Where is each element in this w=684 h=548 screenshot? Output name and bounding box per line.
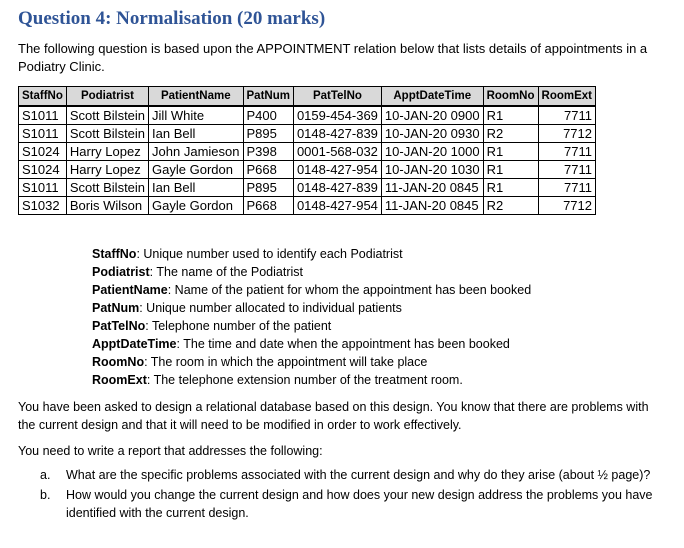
table-cell: 10-JAN-20 0900 [381, 106, 483, 125]
table-cell: Harry Lopez [66, 161, 148, 179]
column-header: PatientName [149, 87, 243, 107]
definition-term: StaffNo [92, 247, 137, 261]
table-cell: P895 [243, 179, 293, 197]
table-cell: S1011 [19, 179, 67, 197]
column-header: PatTelNo [293, 87, 381, 107]
definition-line [92, 317, 662, 335]
table-cell: Jill White [149, 106, 243, 125]
paragraph-design: You have been asked to design a relational database based on this design. You know that there are problems with the current design and that it will need to be modified in order to work effectively. [18, 400, 649, 432]
definition-line [92, 299, 662, 317]
table-cell: Ian Bell [149, 179, 243, 197]
table-row [19, 179, 596, 197]
intro-text: The following question is based upon the APPOINTMENT relation below that lists details of appointments in a Podiatry Clinic. [18, 41, 648, 74]
appointment-table [18, 86, 596, 215]
definition-desc: : The telephone extension number of the treatment room. [146, 373, 463, 387]
table-cell: 11-JAN-20 0845 [381, 197, 483, 215]
table-cell: Ian Bell [149, 125, 243, 143]
table-cell: 0148-427-839 [293, 179, 381, 197]
table-cell: P400 [243, 106, 293, 125]
definition-term: PatTelNo [92, 319, 146, 333]
task-item [18, 486, 658, 522]
task-text: What are the specific problems associated with the current design and why do they arise (about ½ page)? [66, 468, 651, 482]
table-cell: 7711 [538, 179, 595, 197]
table-cell: S1024 [19, 161, 67, 179]
table-row [19, 125, 596, 143]
table-cell: R1 [483, 143, 538, 161]
definition-term: ApptDateTime [92, 337, 177, 351]
definition-desc: : The name of the Podiatrist [149, 265, 303, 279]
table-cell: 0159-454-369 [293, 106, 381, 125]
table-cell: P668 [243, 197, 293, 215]
definition-line [92, 371, 662, 389]
column-header: ApptDateTime [381, 87, 483, 107]
column-header: PatNum [243, 87, 293, 107]
definition-desc: : Telephone number of the patient [145, 319, 332, 333]
table-cell: Gayle Gordon [149, 197, 243, 215]
definition-desc: : The time and date when the appointment has been booked [176, 337, 510, 351]
table-cell: S1011 [19, 106, 67, 125]
table-cell: S1024 [19, 143, 67, 161]
table-cell: R2 [483, 125, 538, 143]
definition-term: Podiatrist [92, 265, 150, 279]
task-marker: a. [40, 468, 51, 482]
definition-term: PatNum [92, 301, 140, 315]
table-cell: R1 [483, 161, 538, 179]
task-marker: b. [40, 488, 51, 502]
definition-desc: : Name of the patient for whom the appointment has been booked [167, 283, 532, 297]
column-header: RoomExt [538, 87, 595, 107]
table-cell: P895 [243, 125, 293, 143]
table-cell: 0148-427-954 [293, 161, 381, 179]
table-cell: R1 [483, 106, 538, 125]
table-cell: Gayle Gordon [149, 161, 243, 179]
table-cell: 7712 [538, 125, 595, 143]
table-row [19, 143, 596, 161]
table-header-row [19, 87, 596, 107]
task-text: How would you change the current design and how does your new design address the problems you have identified with the current design. [66, 488, 653, 520]
table-cell: 7711 [538, 161, 595, 179]
definition-line [92, 281, 662, 299]
definition-line [92, 245, 662, 263]
table-cell: 10-JAN-20 1000 [381, 143, 483, 161]
table-cell: 7711 [538, 143, 595, 161]
column-header: StaffNo [19, 87, 67, 107]
table-row [19, 161, 596, 179]
paragraph-report: You need to write a report that addresses the following: [18, 444, 323, 458]
table-cell: 0001-568-032 [293, 143, 381, 161]
table-cell: P668 [243, 161, 293, 179]
column-header: RoomNo [483, 87, 538, 107]
table-cell: 0148-427-954 [293, 197, 381, 215]
question-title: Question 4: Normalisation (20 marks) [18, 8, 326, 29]
definition-desc: : Unique number used to identify each Podiatrist [136, 247, 403, 261]
definition-line [92, 335, 662, 353]
definition-term: RoomNo [92, 355, 145, 369]
table-cell: S1032 [19, 197, 67, 215]
table-cell: R1 [483, 179, 538, 197]
table-cell: 11-JAN-20 0845 [381, 179, 483, 197]
column-header: Podiatrist [66, 87, 148, 107]
table-cell: John Jamieson [149, 143, 243, 161]
definition-line [92, 263, 662, 281]
table-cell: Scott Bilstein [66, 106, 148, 125]
definition-desc: : Unique number allocated to individual patients [139, 301, 402, 315]
table-row [19, 197, 596, 215]
definition-term: RoomExt [92, 373, 147, 387]
table-cell: 0148-427-839 [293, 125, 381, 143]
table-cell: 7712 [538, 197, 595, 215]
table-cell: P398 [243, 143, 293, 161]
attribute-definitions [92, 245, 662, 389]
table-cell: Scott Bilstein [66, 125, 148, 143]
table-cell: S1011 [19, 125, 67, 143]
table-cell: Boris Wilson [66, 197, 148, 215]
table-cell: 7711 [538, 106, 595, 125]
table-cell: 10-JAN-20 1030 [381, 161, 483, 179]
definition-line [92, 353, 662, 371]
task-list [18, 466, 658, 524]
table-row [19, 106, 596, 125]
table-cell: Scott Bilstein [66, 179, 148, 197]
table-cell: Harry Lopez [66, 143, 148, 161]
task-item [18, 466, 658, 484]
definition-desc: : The room in which the appointment will take place [144, 355, 428, 369]
table-cell: 10-JAN-20 0930 [381, 125, 483, 143]
definition-term: PatientName [92, 283, 168, 297]
table-cell: R2 [483, 197, 538, 215]
